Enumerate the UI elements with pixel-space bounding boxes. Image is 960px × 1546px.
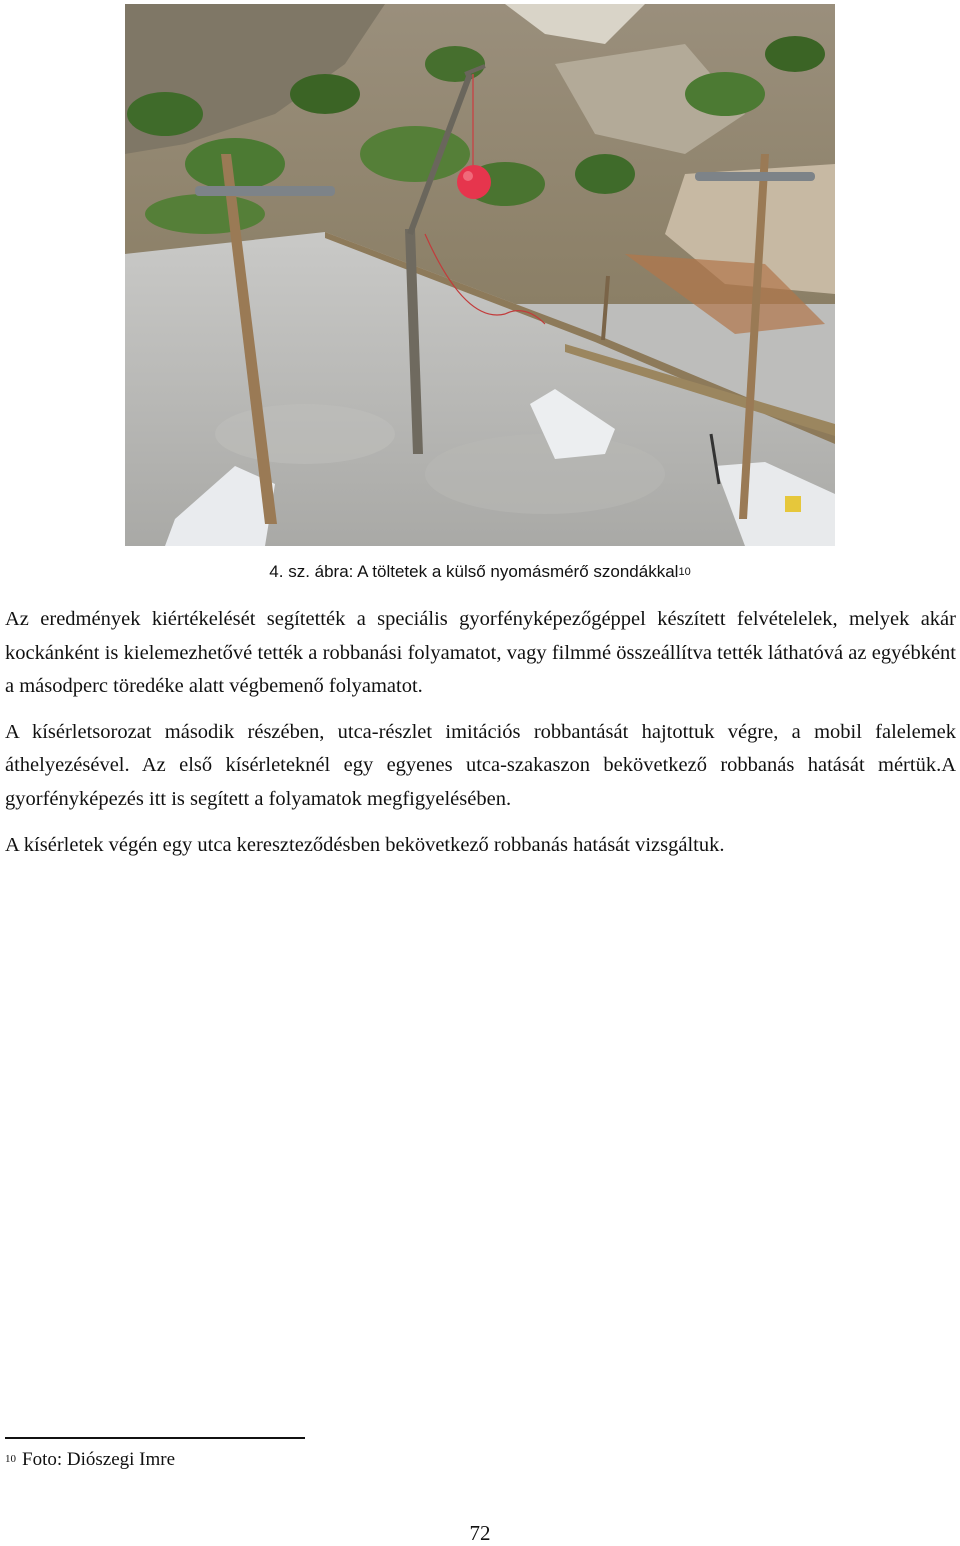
footnote-divider	[5, 1437, 305, 1439]
figure-caption	[0, 562, 960, 582]
page-number: 72	[469, 1521, 491, 1545]
footnote-text: Foto: Diószegi Imre	[22, 1449, 176, 1470]
footnote-number: 10	[5, 1453, 16, 1465]
paragraph-1: Az eredmények kiértékelését segítették a speciális gyorfényképezőgéppel készített felvételelek, melyek akár kockánként is kielemezhetővé tették a robbanási folyamatot, vagy filmmé összeállítva tették láthatóvá az egyébként a másodperc töredéke alatt végbemenő folyamatot.	[5, 608, 956, 698]
paragraph-3: A kísérletek végén egy utca kereszteződésben bekövetkező robbanás hatását vizsgáltuk.	[5, 833, 725, 856]
figure-photo	[125, 4, 835, 546]
photo-sensor-poles	[125, 4, 835, 546]
body-text	[5, 603, 956, 874]
caption-footnote-ref: 10	[678, 566, 691, 578]
caption-text: 4. sz. ábra: A töltetek a külső nyomásmérő szondákkal	[269, 562, 679, 581]
footnote	[5, 1449, 175, 1471]
paragraph-2: A kísérletsorozat második részében, utca-részlet imitációs robbantását hajtottuk végre, a mobil falelemek áthelyezésével. Az első kísérleteknél egy egyenes utca-szakaszon bekövetkező robbanás hatását mértük.A gyorfényképezés itt is segített a folyamatok megfigyelésében.	[5, 720, 956, 810]
